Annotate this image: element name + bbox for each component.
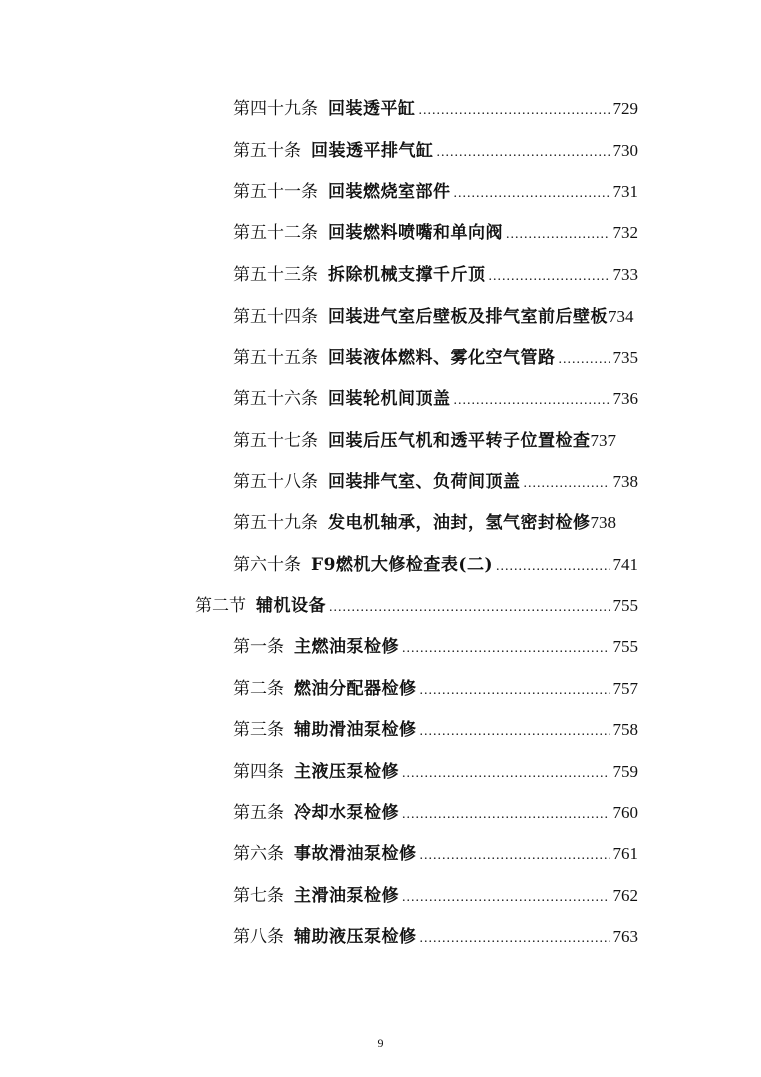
toc-entry[interactable] xyxy=(233,345,638,371)
toc-entry-page: 759 xyxy=(612,762,638,781)
toc-entry[interactable] xyxy=(233,759,638,785)
toc-entry-title: 回装燃烧室部件 xyxy=(328,182,451,202)
toc-entry-number: 第五条 xyxy=(233,803,284,822)
toc-entry-number: 第六十条 xyxy=(233,555,301,574)
toc-entry-page: 737 xyxy=(590,431,616,450)
dot-leader xyxy=(402,761,610,787)
toc-entry[interactable] xyxy=(233,469,638,495)
toc-entry-number: 第五十七条 xyxy=(233,431,318,450)
toc-entry-page: 733 xyxy=(612,265,638,284)
toc-entry[interactable] xyxy=(233,552,638,578)
toc-entry-page: 738 xyxy=(612,472,638,491)
toc-entry[interactable] xyxy=(233,386,638,412)
toc-entry-title: 发电机轴承，油封，氢气密封检修 xyxy=(328,513,591,533)
toc-entry[interactable] xyxy=(233,510,638,536)
toc-entry-number: 第一条 xyxy=(233,637,284,656)
dot-leader xyxy=(420,678,610,704)
toc-entry-title: 回装进气室后壁板及排气室前后壁板 xyxy=(328,307,608,327)
toc-entry-page: 735 xyxy=(612,348,638,367)
dot-leader xyxy=(402,636,610,662)
toc-entry-page: 730 xyxy=(612,141,638,160)
toc-entry-number: 第五十九条 xyxy=(233,513,318,532)
toc-entry-page: 760 xyxy=(612,803,638,822)
toc-entry[interactable] xyxy=(233,717,638,743)
dot-leader xyxy=(420,926,610,952)
toc-entry-title: 拆除机械支撑千斤顶 xyxy=(328,265,486,285)
toc-entry[interactable] xyxy=(233,841,638,867)
toc-entry-page: 729 xyxy=(612,99,638,118)
toc-entry-page: 763 xyxy=(612,927,638,946)
dot-leader xyxy=(496,554,610,580)
toc-entry-title: 冷却水泵检修 xyxy=(294,803,399,823)
toc-entry-page: 755 xyxy=(612,596,638,615)
toc-entry-title: 回装燃料喷嘴和单向阀 xyxy=(328,223,503,243)
toc-entry-number: 第三条 xyxy=(233,720,284,739)
toc-entry[interactable] xyxy=(233,676,638,702)
toc-entry-number: 第五十二条 xyxy=(233,223,318,242)
toc-entry-title: 主燃油泵检修 xyxy=(294,637,399,657)
toc-entry-number: 第五十条 xyxy=(233,141,301,160)
toc-entry-number: 第四条 xyxy=(233,762,284,781)
toc-entry-number: 第五十八条 xyxy=(233,472,318,491)
toc-entry-title: 事故滑油泵检修 xyxy=(294,844,417,864)
toc-entry-page: 731 xyxy=(612,182,638,201)
toc-entry[interactable] xyxy=(233,262,638,288)
toc-section-entry[interactable] xyxy=(195,593,638,619)
toc-entry-page: 738 xyxy=(590,513,616,532)
dot-leader xyxy=(506,222,610,248)
toc-entry-number: 第五十五条 xyxy=(233,348,318,367)
toc-entry[interactable] xyxy=(233,924,638,950)
toc-entry[interactable] xyxy=(233,179,638,205)
page-number: 9 xyxy=(377,1036,384,1050)
toc-entry[interactable] xyxy=(233,138,638,164)
toc-entry[interactable] xyxy=(233,220,638,246)
toc-entry-title: 辅助滑油泵检修 xyxy=(294,720,417,740)
toc-entry-title: 主液压泵检修 xyxy=(294,762,399,782)
toc-entry-number: 第五十三条 xyxy=(233,265,318,284)
toc-entry[interactable] xyxy=(233,634,638,660)
toc-entry-number: 第八条 xyxy=(233,927,284,946)
toc-entry-title: 回装后压气机和透平转子位置检查 xyxy=(328,431,591,451)
toc-entry[interactable] xyxy=(233,883,638,909)
toc-entry-page: 758 xyxy=(612,720,638,739)
toc-entry-page: 736 xyxy=(612,389,638,408)
toc-entry-number: 第五十四条 xyxy=(233,307,318,326)
toc-entry[interactable] xyxy=(233,800,638,826)
dot-leader xyxy=(402,885,610,911)
toc-entry-number: 第二条 xyxy=(233,679,284,698)
toc-entry-page: 732 xyxy=(612,223,638,242)
toc-entry-title: 主滑油泵检修 xyxy=(294,886,399,906)
dot-leader xyxy=(419,98,610,124)
toc-entry-page: 734 xyxy=(608,307,634,326)
toc-entry-title: 回装液体燃料、雾化空气管路 xyxy=(328,348,556,368)
dot-leader xyxy=(524,471,610,497)
toc-entry[interactable] xyxy=(233,304,661,330)
toc-entry-title: 回装透平排气缸 xyxy=(311,141,434,161)
toc-entry-page: 761 xyxy=(612,844,638,863)
toc-entry-page: 741 xyxy=(612,555,638,574)
dot-leader xyxy=(559,347,610,373)
dot-leader xyxy=(329,595,610,621)
dot-leader xyxy=(402,802,610,828)
toc-entry-title: 辅助液压泵检修 xyxy=(294,927,417,947)
toc-entry-page: 757 xyxy=(612,679,638,698)
toc-entry[interactable] xyxy=(233,428,638,454)
toc-entry-number: 第五十一条 xyxy=(233,182,318,201)
dot-leader xyxy=(437,140,610,166)
toc-entry-title: 回装轮机间顶盖 xyxy=(328,389,451,409)
dot-leader xyxy=(420,719,610,745)
toc-entry-number: 第二节 xyxy=(195,596,246,615)
toc-entry-title: 辅机设备 xyxy=(256,596,326,616)
toc-entry-page: 755 xyxy=(612,637,638,656)
toc-entry-number: 第七条 xyxy=(233,886,284,905)
toc-entry-number: 第六条 xyxy=(233,844,284,863)
toc-entry-page: 762 xyxy=(612,886,638,905)
toc-entry-title: 燃油分配器检修 xyxy=(294,679,417,699)
toc-entry-number: 第四十九条 xyxy=(233,99,318,118)
toc-entry-title: 回装透平缸 xyxy=(328,99,416,119)
toc-entry-title: F9燃机大修检查表(二) xyxy=(311,555,493,575)
dot-leader xyxy=(420,843,610,869)
dot-leader xyxy=(454,181,610,207)
toc-entry-number: 第五十六条 xyxy=(233,389,318,408)
dot-leader xyxy=(454,388,610,414)
dot-leader xyxy=(489,264,610,290)
toc-entry-title: 回装排气室、负荷间顶盖 xyxy=(328,472,521,492)
toc-entry[interactable] xyxy=(233,96,638,122)
